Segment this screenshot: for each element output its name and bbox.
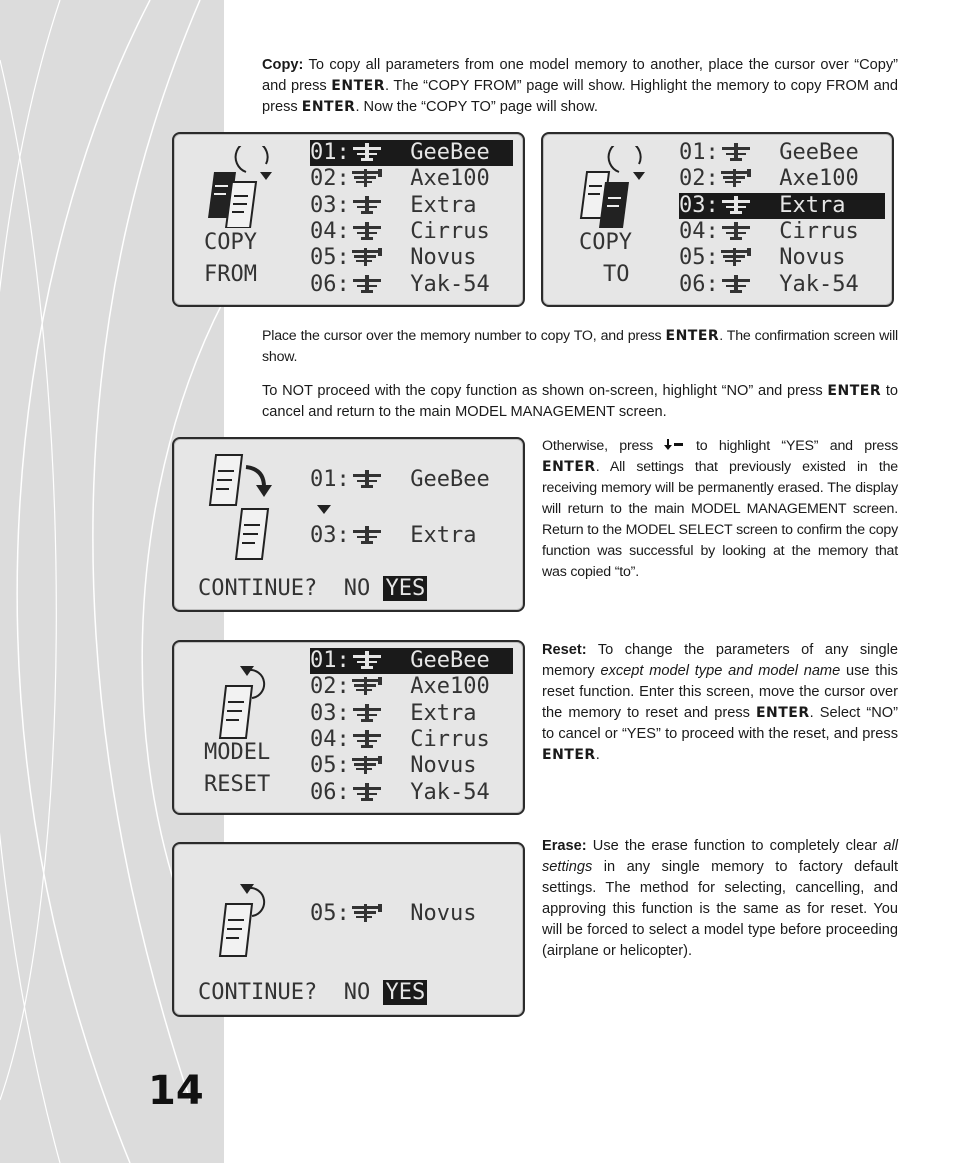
memory-number: 06:: [310, 779, 350, 805]
copy-from-screen: [172, 132, 525, 307]
copy-to-paragraph: [262, 326, 898, 368]
enter-key: ENTER: [542, 747, 596, 763]
memory-row[interactable]: [310, 727, 513, 753]
airplane-icon: [350, 781, 384, 803]
memory-row[interactable]: [310, 245, 513, 271]
no-option[interactable]: NO: [343, 980, 371, 1005]
airplane-icon: [350, 649, 384, 671]
copy-text-2: . The “COPY FROM” page will show. Highlight the memory to copy FROM and press: [262, 78, 898, 115]
memory-number: 02:: [310, 674, 350, 700]
memory-number: 03:: [310, 700, 350, 726]
airplane-icon: [350, 675, 384, 697]
model-name: Extra: [410, 192, 477, 218]
memory-number: 05:: [679, 245, 719, 271]
copy-from-label-1: COPY: [204, 230, 257, 255]
enter-key: ENTER: [755, 705, 810, 721]
memory-row[interactable]: [679, 166, 885, 192]
continue-prompt: [198, 576, 427, 602]
yes-option[interactable]: YES: [385, 576, 426, 601]
airplane-icon: [350, 728, 384, 750]
copy-title: Copy:: [262, 57, 304, 73]
enter-key: ENTER: [301, 99, 356, 115]
airplane-icon: [719, 167, 753, 189]
memory-number: 04:: [679, 218, 719, 244]
copy-to-label-2: TO: [603, 262, 630, 287]
enter-key: ENTER: [827, 383, 882, 399]
memory-row[interactable]: [310, 701, 513, 727]
otherwise-paragraph: [542, 436, 898, 583]
reset-text-4: .: [595, 747, 600, 763]
reset-title: Reset:: [542, 642, 587, 658]
enter-key: ENTER: [331, 78, 385, 94]
model-name: Yak-54: [410, 271, 490, 297]
airplane-icon: [350, 246, 384, 268]
erase-document-icon: [214, 876, 274, 958]
model-name: Extra: [410, 700, 477, 726]
erase-screen: [172, 842, 525, 1017]
memory-row[interactable]: [310, 753, 513, 779]
memory-number: 04:: [310, 726, 350, 752]
enter-key: ENTER: [542, 459, 596, 475]
erase-row: [310, 901, 476, 927]
airplane-icon: [350, 194, 384, 216]
airplane-icon: [350, 754, 384, 776]
model-name: Novus: [410, 901, 477, 926]
airplane-icon: [719, 194, 753, 216]
memory-number: 03:: [310, 523, 350, 548]
model-name: Cirrus: [779, 218, 859, 244]
otherwise-text-3: . All settings that previously existed in the receiving memory will be permanently erased. The display will return to the main MODEL MANAGEMENT screen. Return to the MODEL SELECT screen to confirm the copy function was successful by looking at the memory that was copied “to”.: [542, 459, 898, 580]
copy-documents-icon: [204, 146, 274, 228]
cancel-paragraph: [262, 381, 898, 423]
airplane-icon: [350, 902, 384, 924]
otherwise-text-2: to highlight “YES” and press: [684, 438, 899, 454]
reset-document-icon: [214, 658, 274, 740]
model-name: Yak-54: [410, 779, 490, 805]
memory-row[interactable]: [310, 272, 513, 298]
copy-from-label-2: FROM: [204, 262, 257, 287]
down-minus-key-icon: [664, 439, 684, 451]
copy-confirm-screen: [172, 437, 525, 612]
reset-italic: except model type and model name: [600, 663, 841, 679]
memory-row[interactable]: [310, 674, 513, 700]
memory-number: 04:: [310, 218, 350, 244]
airplane-icon: [350, 141, 384, 163]
copy-text-3: . Now the “COPY TO” page will show.: [355, 99, 598, 115]
model-name: Extra: [410, 523, 477, 548]
memory-row[interactable]: [679, 219, 885, 245]
copy-to-label-1: COPY: [579, 230, 632, 255]
model-name: Extra: [779, 192, 846, 218]
model-name: Axe100: [410, 166, 490, 192]
memory-number: 01:: [310, 648, 350, 673]
continue-prompt: [198, 980, 427, 1006]
airplane-icon: [350, 273, 384, 295]
memory-number: 02:: [310, 166, 350, 192]
memory-number: 05:: [310, 901, 350, 926]
model-name: GeeBee: [779, 140, 859, 165]
copy-text-1: To copy all parameters from one model memory to another, place the cursor over “Copy” and press: [262, 57, 898, 94]
airplane-icon: [350, 468, 384, 490]
erase-title: Erase:: [542, 838, 587, 854]
memory-number: 01:: [679, 140, 719, 165]
reset-text-1: To change the parameters of any single memory: [542, 642, 898, 679]
airplane-icon: [350, 167, 384, 189]
copy-paragraph: [262, 55, 898, 118]
reset-label-1: MODEL: [204, 740, 271, 765]
memory-row[interactable]: [310, 219, 513, 245]
memory-row[interactable]: [310, 648, 513, 674]
continue-label: CONTINUE?: [198, 576, 318, 601]
memory-row[interactable]: [679, 272, 885, 298]
airplane-icon: [719, 246, 753, 268]
erase-text-1: Use the erase function to completely clear: [586, 838, 884, 854]
memory-row[interactable]: [310, 166, 513, 192]
erase-italic: all settings: [542, 838, 898, 875]
copy-arrow-documents-icon: [202, 453, 292, 563]
copy-to-text-1: Place the cursor over the memory number to copy TO, and press: [262, 328, 666, 344]
enter-key: ENTER: [665, 328, 720, 344]
reset-label-2: RESET: [204, 772, 271, 797]
memory-row[interactable]: [679, 140, 885, 166]
model-name: Axe100: [779, 166, 859, 192]
model-name: Novus: [779, 245, 846, 271]
memory-row[interactable]: [310, 140, 513, 166]
otherwise-text-1: Otherwise, press: [542, 438, 665, 454]
memory-number: 06:: [679, 271, 719, 297]
confirm-from-row: [310, 467, 490, 493]
memory-row[interactable]: [679, 245, 885, 271]
cancel-text-2: to cancel and return to the main MODEL MANAGEMENT screen.: [262, 383, 898, 420]
continue-label: CONTINUE?: [198, 980, 318, 1005]
model-name: GeeBee: [410, 648, 490, 673]
model-name: Axe100: [410, 674, 490, 700]
confirm-to-row: [310, 523, 476, 549]
memory-number: 06:: [310, 271, 350, 297]
memory-number: 03:: [679, 192, 719, 218]
model-name: Novus: [410, 245, 477, 271]
reset-text-2: use this reset function. Enter this screen, move the cursor over the memory to reset and press: [542, 663, 898, 721]
model-name: Yak-54: [779, 271, 859, 297]
model-name: GeeBee: [410, 140, 490, 165]
memory-row[interactable]: [679, 193, 885, 219]
yes-option[interactable]: YES: [385, 980, 426, 1005]
airplane-icon: [350, 702, 384, 724]
model-name: Cirrus: [410, 726, 490, 752]
erase-text-2: in any single memory to factory default settings. The method for selecting, cancelling, and approving this function is the same as for reset. You will be forced to select a model type before proceeding (airplane or helicopter).: [542, 859, 898, 959]
page-number: 14: [148, 1068, 204, 1114]
copy-to-screen: [541, 132, 894, 307]
memory-row[interactable]: [310, 193, 513, 219]
no-option[interactable]: NO: [343, 576, 371, 601]
erase-paragraph: [542, 836, 898, 962]
reset-paragraph: [542, 640, 898, 766]
memory-number: 05:: [310, 753, 350, 779]
airplane-icon: [350, 524, 384, 546]
memory-number: 01:: [310, 140, 350, 165]
memory-number: 03:: [310, 192, 350, 218]
airplane-icon: [719, 273, 753, 295]
memory-row[interactable]: [310, 780, 513, 806]
memory-number: 02:: [679, 166, 719, 192]
model-reset-screen: [172, 640, 525, 815]
model-name: Novus: [410, 753, 477, 779]
copy-to-text-2: . The confirmation screen will show.: [262, 328, 898, 365]
memory-number: 01:: [310, 467, 350, 492]
cancel-text-1: To NOT proceed with the copy function as shown on-screen, highlight “NO” and press: [262, 383, 828, 399]
model-name: Cirrus: [410, 218, 490, 244]
airplane-icon: [719, 220, 753, 242]
model-name: GeeBee: [410, 467, 490, 492]
reset-text-3: . Select “NO” to cancel or “YES” to proceed with the reset, and press: [542, 705, 898, 742]
memory-number: 05:: [310, 245, 350, 271]
down-arrow-icon: [317, 505, 331, 515]
airplane-icon: [350, 220, 384, 242]
airplane-icon: [719, 141, 753, 163]
copy-documents-icon: [577, 146, 647, 228]
